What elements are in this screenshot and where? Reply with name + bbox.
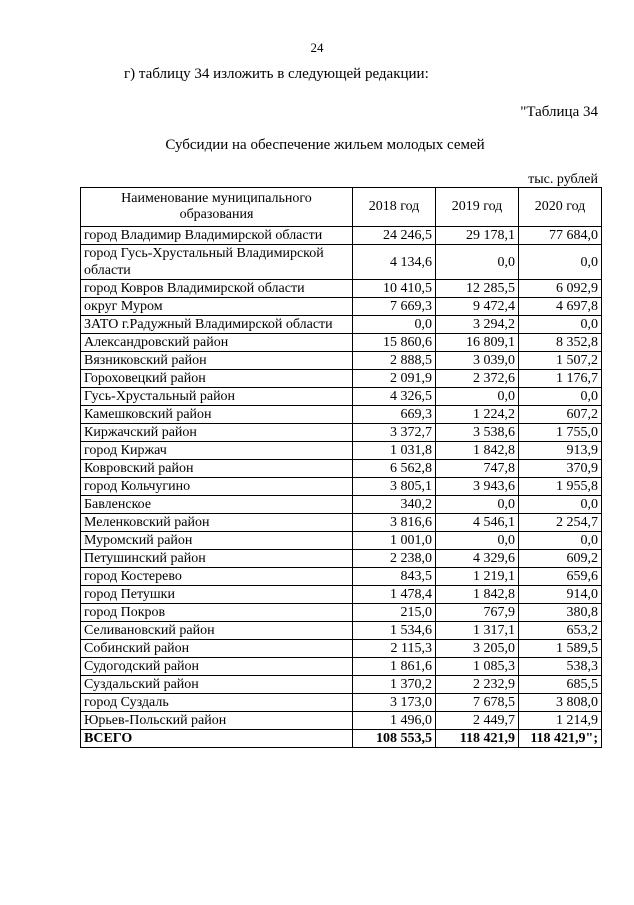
table-row [81,316,602,334]
row-name: Ковровский район [81,460,353,478]
subsidy-table [80,187,602,748]
row-value-2018: 2 888,5 [353,352,436,370]
row-value-2018: 3 173,0 [353,694,436,712]
table-body [81,227,602,730]
row-value-2019: 3 205,0 [436,640,519,658]
row-value-2018: 1 861,6 [353,658,436,676]
row-value-2020: 659,6 [519,568,602,586]
row-value-2019: 0,0 [436,245,519,280]
row-value-2019: 7 678,5 [436,694,519,712]
row-value-2019: 29 178,1 [436,227,519,245]
row-name: Суздальский район [81,676,353,694]
table-row [81,568,602,586]
total-2019: 118 421,9 [436,730,519,748]
row-value-2019: 9 472,4 [436,298,519,316]
row-value-2019: 4 329,6 [436,550,519,568]
row-value-2018: 843,5 [353,568,436,586]
row-value-2018: 3 372,7 [353,424,436,442]
table-row [81,406,602,424]
table-row [81,622,602,640]
row-value-2018: 15 860,6 [353,334,436,352]
row-value-2019: 0,0 [436,532,519,550]
row-name: город Суздаль [81,694,353,712]
row-value-2018: 4 326,5 [353,388,436,406]
table-row [81,676,602,694]
header-row [81,188,602,227]
row-value-2019: 3 538,6 [436,424,519,442]
row-value-2020: 0,0 [519,316,602,334]
row-name: Киржачский район [81,424,353,442]
row-value-2019: 2 449,7 [436,712,519,730]
table-row [81,370,602,388]
row-value-2019: 767,9 [436,604,519,622]
table-row [81,227,602,245]
row-value-2020: 913,9 [519,442,602,460]
row-value-2019: 1 842,8 [436,442,519,460]
table-label: "Таблица 34 [520,104,598,120]
table-row [81,550,602,568]
row-value-2020: 1 955,8 [519,478,602,496]
header-2020: 2020 год [519,188,602,227]
row-value-2020: 6 092,9 [519,280,602,298]
row-value-2020: 1 507,2 [519,352,602,370]
row-value-2019: 1 317,1 [436,622,519,640]
table-row [81,586,602,604]
row-value-2020: 4 697,8 [519,298,602,316]
row-value-2020: 380,8 [519,604,602,622]
row-value-2020: 914,0 [519,586,602,604]
row-value-2019: 3 943,6 [436,478,519,496]
row-value-2019: 4 546,1 [436,514,519,532]
units-label: тыс. рублей [528,172,598,187]
table-row [81,532,602,550]
table-row [81,442,602,460]
row-value-2019: 1 842,8 [436,586,519,604]
row-name: Меленковский район [81,514,353,532]
row-name: город Петушки [81,586,353,604]
row-value-2019: 16 809,1 [436,334,519,352]
row-name: город Гусь-Хрустальный Владимирской области [81,245,353,280]
row-value-2019: 1 219,1 [436,568,519,586]
table-row [81,694,602,712]
row-value-2018: 1 370,2 [353,676,436,694]
row-name: Собинский район [81,640,353,658]
row-value-2020: 607,2 [519,406,602,424]
row-value-2019: 747,8 [436,460,519,478]
row-value-2020: 2 254,7 [519,514,602,532]
table-row [81,334,602,352]
table-row [81,514,602,532]
row-value-2019: 3 039,0 [436,352,519,370]
row-value-2018: 1 478,4 [353,586,436,604]
row-value-2018: 1 001,0 [353,532,436,550]
row-value-2020: 370,9 [519,460,602,478]
row-value-2018: 0,0 [353,316,436,334]
table-row [81,460,602,478]
row-name: город Ковров Владимирской области [81,280,353,298]
total-2018: 108 553,5 [353,730,436,748]
row-name: город Покров [81,604,353,622]
row-value-2019: 12 285,5 [436,280,519,298]
intro-text: г) таблицу 34 изложить в следующей редакции: [124,66,429,82]
table-row [81,245,602,280]
row-value-2018: 6 562,8 [353,460,436,478]
row-value-2018: 24 246,5 [353,227,436,245]
total-row [81,730,602,748]
row-value-2018: 2 115,3 [353,640,436,658]
row-value-2018: 669,3 [353,406,436,424]
row-value-2020: 0,0 [519,388,602,406]
row-value-2018: 1 496,0 [353,712,436,730]
table-row [81,658,602,676]
row-name: Камешковский район [81,406,353,424]
row-value-2019: 2 372,6 [436,370,519,388]
header-2018: 2018 год [353,188,436,227]
row-value-2019: 1 224,2 [436,406,519,424]
row-name: ЗАТО г.Радужный Владимирской области [81,316,353,334]
row-value-2019: 3 294,2 [436,316,519,334]
row-value-2019: 2 232,9 [436,676,519,694]
row-value-2020: 8 352,8 [519,334,602,352]
row-value-2020: 1 214,9 [519,712,602,730]
row-name: Гусь-Хрустальный район [81,388,353,406]
table-row [81,424,602,442]
row-value-2019: 0,0 [436,496,519,514]
table-row [81,388,602,406]
row-value-2018: 3 816,6 [353,514,436,532]
row-name: Александровский район [81,334,353,352]
row-name: Бавленское [81,496,353,514]
row-name: город Владимир Владимирской области [81,227,353,245]
row-name: округ Муром [81,298,353,316]
row-name: город Костерево [81,568,353,586]
row-value-2020: 0,0 [519,245,602,280]
table-row [81,478,602,496]
row-value-2018: 10 410,5 [353,280,436,298]
row-value-2020: 3 808,0 [519,694,602,712]
row-value-2020: 77 684,0 [519,227,602,245]
header-2019: 2019 год [436,188,519,227]
row-name: Юрьев-Польский район [81,712,353,730]
table-row [81,298,602,316]
row-value-2018: 1 031,8 [353,442,436,460]
row-value-2018: 4 134,6 [353,245,436,280]
row-value-2018: 215,0 [353,604,436,622]
table-row [81,604,602,622]
row-value-2020: 685,5 [519,676,602,694]
row-value-2020: 538,3 [519,658,602,676]
row-value-2018: 340,2 [353,496,436,514]
table-row [81,280,602,298]
table-row [81,352,602,370]
row-name: город Киржач [81,442,353,460]
page-number: 24 [310,40,324,55]
row-value-2020: 0,0 [519,532,602,550]
row-value-2020: 1 176,7 [519,370,602,388]
row-value-2018: 7 669,3 [353,298,436,316]
table-row [81,640,602,658]
row-name: Судогодский район [81,658,353,676]
row-value-2019: 1 085,3 [436,658,519,676]
header-name: Наименование муниципального образования [81,188,353,227]
row-name: город Кольчугино [81,478,353,496]
row-value-2020: 1 755,0 [519,424,602,442]
table-title: Субсидии на обеспечение жильем молодых семей [165,137,485,153]
row-name: Муромский район [81,532,353,550]
row-value-2020: 609,2 [519,550,602,568]
total-label: ВСЕГО [81,730,353,748]
row-value-2018: 3 805,1 [353,478,436,496]
row-value-2020: 653,2 [519,622,602,640]
row-value-2018: 1 534,6 [353,622,436,640]
table-row [81,712,602,730]
row-name: Вязниковский район [81,352,353,370]
total-2020: 118 421,9"; [519,730,602,748]
row-value-2019: 0,0 [436,388,519,406]
row-name: Петушинский район [81,550,353,568]
table-row [81,496,602,514]
row-value-2020: 1 589,5 [519,640,602,658]
row-value-2020: 0,0 [519,496,602,514]
row-name: Гороховецкий район [81,370,353,388]
row-name: Селивановский район [81,622,353,640]
row-value-2018: 2 091,9 [353,370,436,388]
row-value-2018: 2 238,0 [353,550,436,568]
